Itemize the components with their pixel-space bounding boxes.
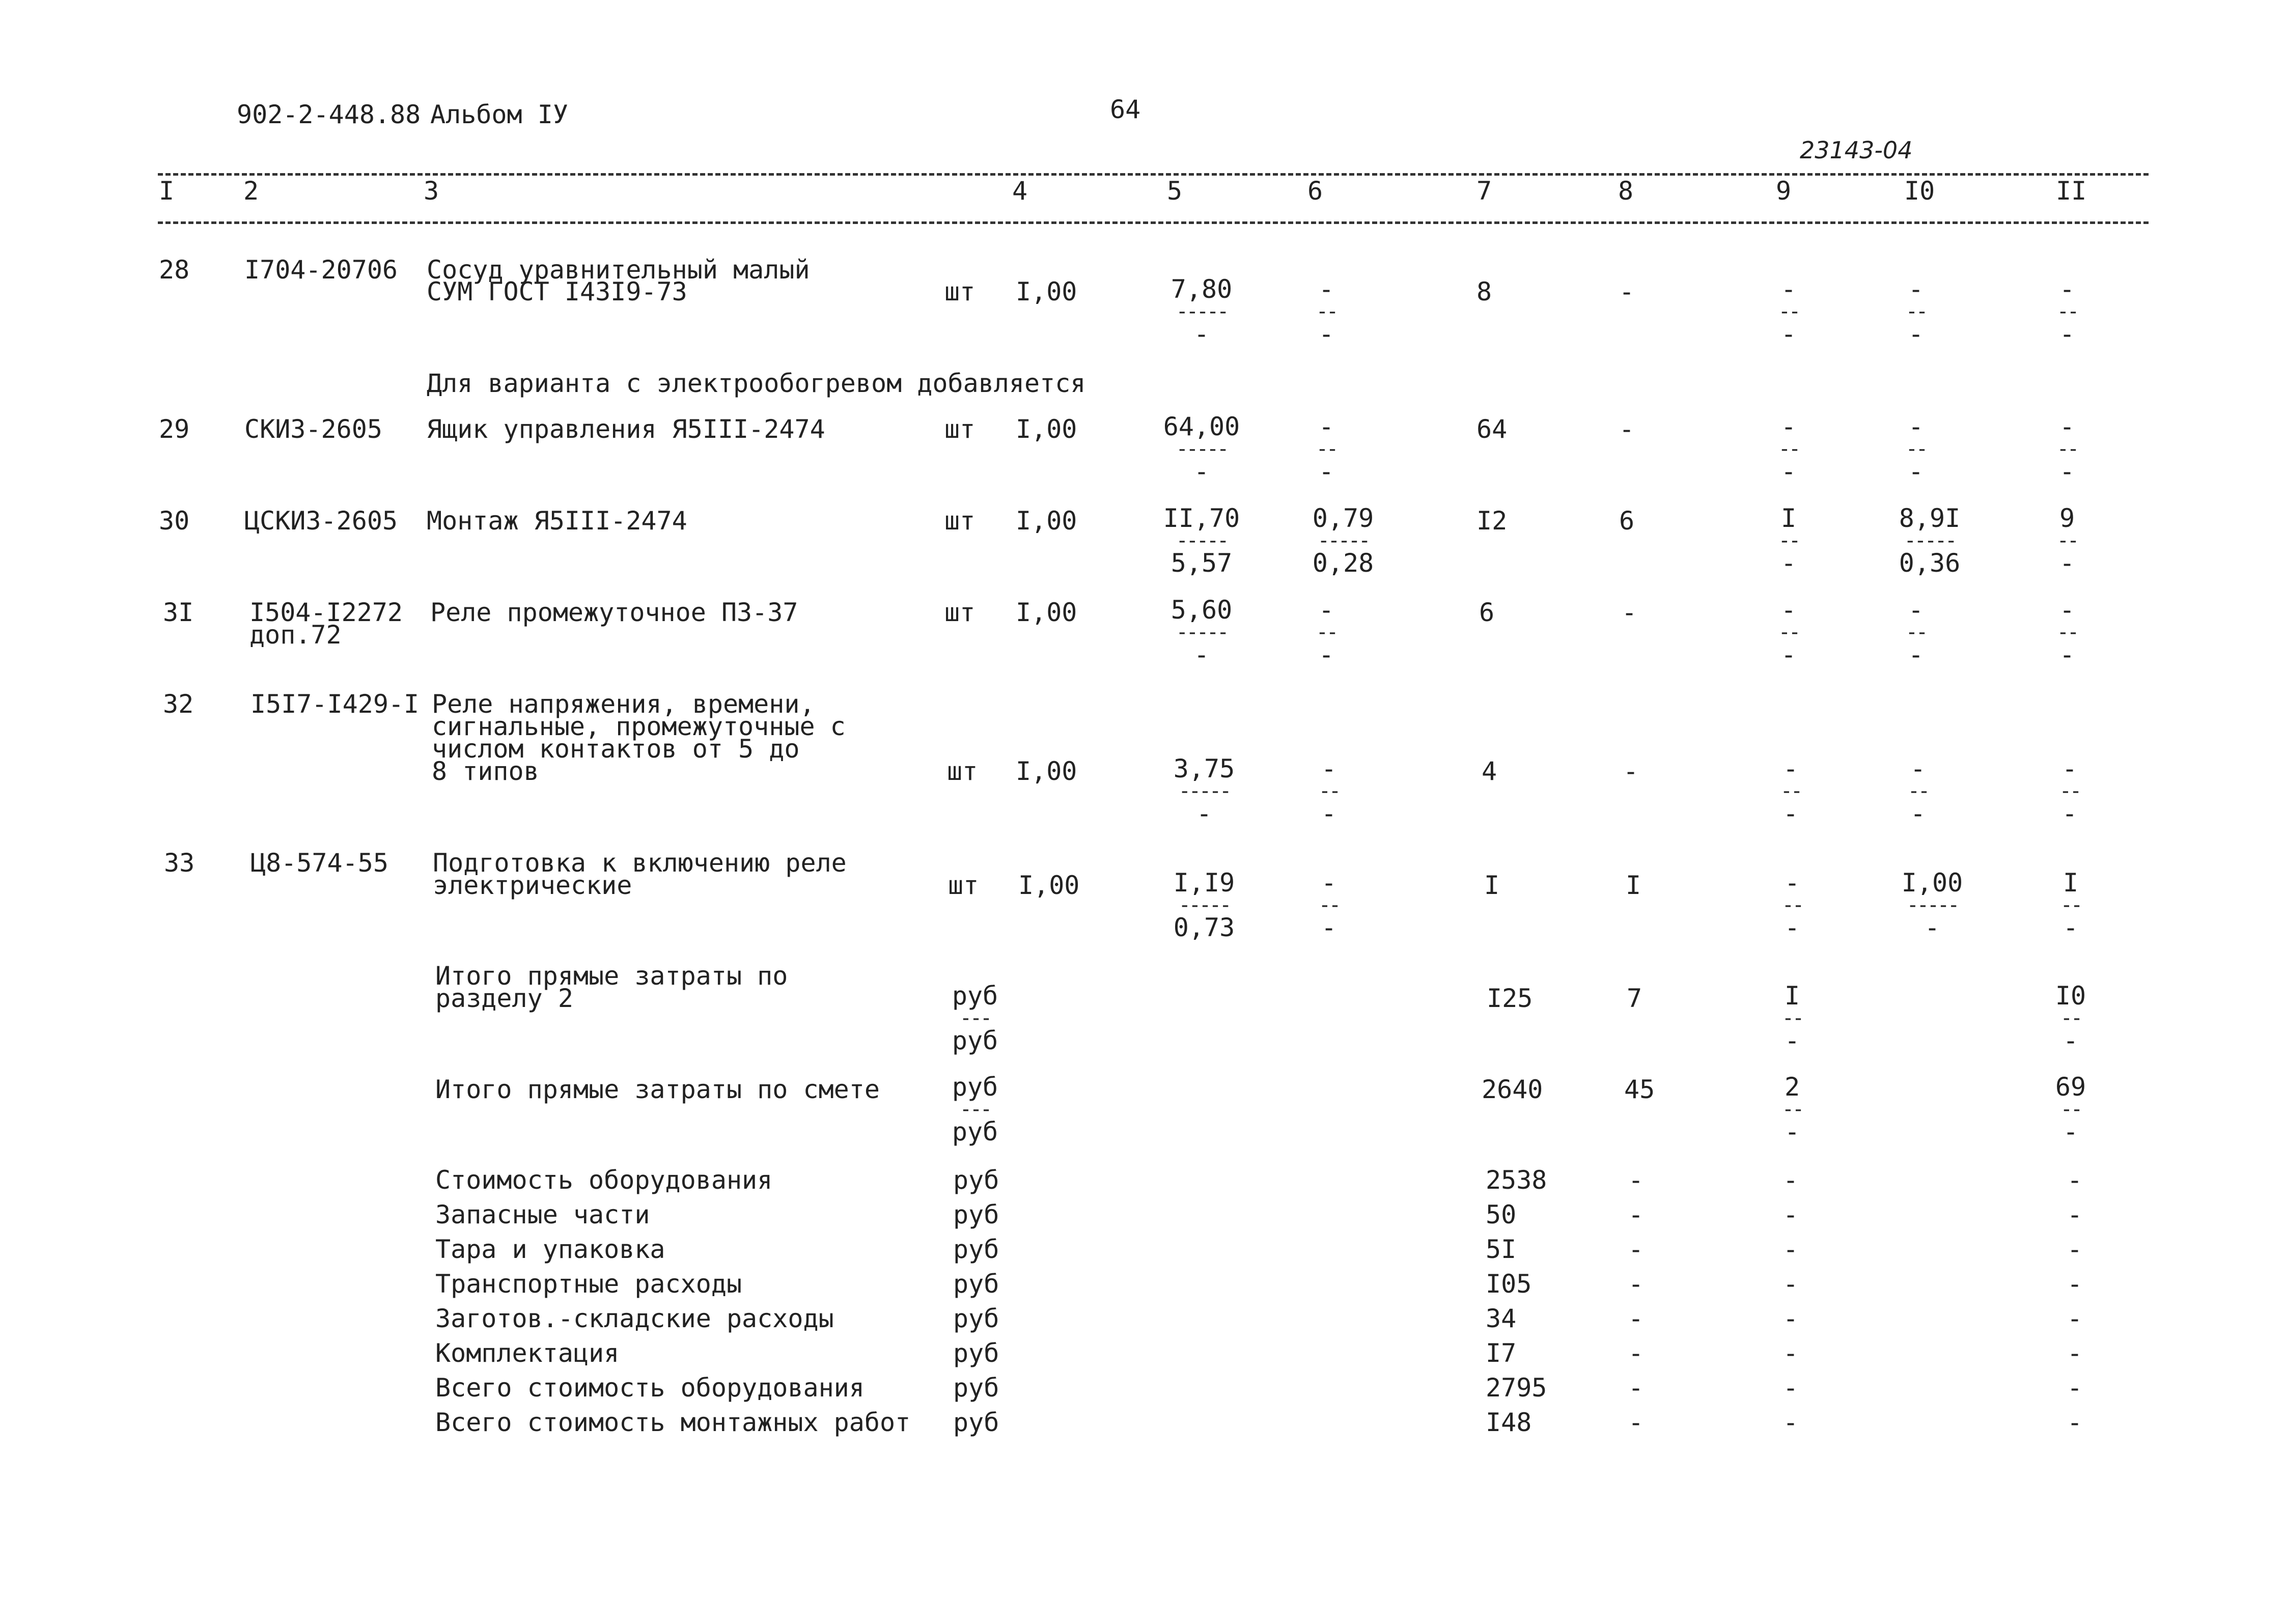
col11-value: - [2067,1269,2083,1299]
col9-value: I -- - [1778,503,1799,578]
col9-value: - -- - [1778,595,1799,669]
col10-value: I,00 ----- - [1901,868,1963,942]
row-number: 32 [163,689,194,719]
column-number: 5 [1167,176,1183,206]
col11-value: - -- - [2056,412,2078,486]
col6-value: - -- - [1316,412,1337,486]
summary-label: Запасные части [435,1200,650,1229]
total-unit: руб --- руб [952,1072,998,1146]
col8-value: - [1622,598,1637,627]
col9-value: - [1783,1373,1799,1403]
variant-note: Для варианта с электрообогревом добавляется [427,369,1086,398]
summary-unit: руб [953,1338,999,1368]
col11-value: - [2067,1338,2083,1368]
item-name: СУМ ГОСТ I43I9-73 [427,277,687,306]
unit: шт [944,277,976,306]
summary-label: Всего стоимость монтажных работ [435,1408,911,1437]
column-number: 2 [243,176,259,206]
col7-value: I48 [1486,1408,1532,1437]
item-code: Ц8-574-55 [250,848,388,878]
col9-value: 2 -- - [1781,1072,1803,1146]
col10-value: - -- - [1905,595,1927,669]
col8-value: - [1619,414,1635,444]
col9-value: - -- - [1778,274,1799,349]
unit: шт [944,598,976,627]
col9-value: - [1783,1200,1799,1229]
item-name: Ящик управления Я5III-2474 [427,414,825,444]
col8-value: 45 [1624,1075,1655,1104]
col7-value: I7 [1486,1338,1517,1368]
item-name: Подготовка к включению реле [433,848,847,878]
col7-value: 34 [1486,1304,1517,1333]
col9-value: - [1783,1338,1799,1368]
item-name: Сосуд уравнительный малый [427,255,810,285]
col10-value: - -- - [1907,754,1929,828]
column-number: 3 [424,176,439,206]
summary-unit: руб [953,1165,999,1195]
col8-value: 7 [1627,984,1642,1013]
summary-unit: руб [953,1200,999,1229]
col9-value: - [1783,1165,1799,1195]
summary-label: Заготов.-складские расходы [435,1304,834,1333]
unit: шт [944,414,976,444]
col8-value: - [1628,1200,1644,1229]
col10-value: - -- - [1905,412,1927,486]
total-label: Итого прямые затраты по [435,961,788,991]
header-rule-bottom [158,221,2149,224]
col11-value: - [2067,1304,2083,1333]
column-number: 8 [1618,176,1634,206]
col8-value: I [1626,871,1641,900]
document-code: 902-2-448.88 [237,100,421,129]
column-number: I0 [1904,176,1935,206]
album-label: Альбом IУ [430,100,568,129]
col10-value: - -- - [1905,274,1927,349]
item-name: Реле промежуточное П3-37 [430,598,798,627]
quantity: I,00 [1016,277,1077,306]
column-number: 4 [1012,176,1028,206]
col9-value: - -- - [1780,754,1801,828]
col8-value: - [1628,1304,1644,1333]
item-code: I5I7-I429-I [250,689,420,719]
col8-value: 6 [1619,506,1635,536]
col6-value: - -- - [1316,274,1337,349]
total-unit: руб --- руб [952,981,998,1055]
col7-value: 2538 [1486,1165,1547,1195]
quantity: I,00 [1016,598,1077,627]
row-number: 3I [163,598,194,627]
col11-value: - [2067,1200,2083,1229]
quantity: I,00 [1016,757,1077,786]
col6-value: - -- - [1318,754,1340,828]
col5-value: 64,00 ----- - [1163,412,1240,486]
item-name: Реле напряжения, времени, [432,689,815,719]
column-number: II [2056,176,2087,206]
column-number: I [159,176,175,206]
total-label: Итого прямые затраты по смете [435,1075,880,1104]
unit: шт [944,506,976,536]
item-code-note: доп.72 [249,620,342,650]
summary-unit: руб [953,1373,999,1403]
summary-unit: руб [953,1269,999,1299]
item-name: Монтаж Я5III-2474 [427,506,687,536]
item-code: I504-I2272 [249,598,403,627]
summary-label: Тара и упаковка [435,1235,665,1264]
col8-value: - [1628,1373,1644,1403]
col11-value: I -- - [2060,868,2081,942]
col6-value: 0,79 ----- 0,28 [1312,503,1374,578]
col9-value: - [1783,1304,1799,1333]
item-name: числом контактов от 5 до [432,734,800,764]
summary-label: Транспортные расходы [435,1269,742,1299]
item-name: 8 типов [432,757,539,786]
col7-value: I [1484,871,1500,900]
col5-value: 3,75 ----- - [1173,754,1235,828]
row-number: 28 [159,255,190,285]
row-number: 30 [159,506,190,536]
col8-value: - [1619,277,1635,306]
item-code: ЦСКИ3-2605 [244,506,398,536]
item-code: I704-20706 [244,255,398,285]
unit: шт [948,871,979,900]
col7-value: 50 [1486,1200,1517,1229]
col7-value: 6 [1479,598,1495,627]
row-number: 29 [159,414,190,444]
summary-unit: руб [953,1235,999,1264]
col5-value: I,I9 ----- 0,73 [1173,868,1235,942]
col8-value: - [1628,1235,1644,1264]
col5-value: 7,80 ----- - [1171,274,1233,349]
col9-value: - [1783,1235,1799,1264]
header-rule-top [158,173,2149,176]
col6-value: - -- - [1316,595,1337,669]
col9-value: - [1783,1269,1799,1299]
col7-value: 4 [1482,757,1497,786]
col7-value: 2795 [1486,1373,1547,1403]
col5-value: 5,60 ----- - [1171,595,1233,669]
col11-value: I0 -- - [2055,981,2086,1055]
summary-label: Стоимость оборудования [435,1165,773,1195]
quantity: I,00 [1016,414,1077,444]
col11-value: - [2067,1165,2083,1195]
col11-value: - -- - [2056,595,2078,669]
col5-value: II,70 ----- 5,57 [1163,503,1240,578]
col9-value: - -- - [1778,412,1799,486]
item-name: сигнальные, промежуточные с [432,712,846,741]
col7-value: I25 [1487,984,1533,1013]
unit: шт [947,757,978,786]
col9-value: - -- - [1781,868,1803,942]
col9-value: I -- - [1781,981,1803,1055]
row-number: 33 [164,848,195,878]
col7-value: 8 [1476,277,1492,306]
quantity: I,00 [1016,506,1077,536]
col11-value: 9 -- - [2056,503,2078,578]
item-name: электрические [433,871,632,900]
col10-value: 8,9I ----- 0,36 [1899,503,1961,578]
handwritten-stamp: 23143-04 [1800,136,1913,164]
summary-unit: руб [953,1408,999,1437]
col11-value: - [2067,1235,2083,1264]
quantity: I,00 [1018,871,1080,900]
col11-value: - [2067,1408,2083,1437]
item-code: СКИ3-2605 [244,414,382,444]
col8-value: - [1628,1269,1644,1299]
col8-value: - [1628,1408,1644,1437]
total-label: разделу 2 [435,984,573,1013]
col9-value: - [1783,1408,1799,1437]
summary-unit: руб [953,1304,999,1333]
col7-value: 2640 [1482,1075,1543,1104]
column-number: 7 [1476,176,1492,206]
col11-value: - -- - [2059,754,2080,828]
col7-value: 64 [1476,414,1508,444]
col7-value: 5I [1486,1235,1517,1264]
col11-value: 69 -- - [2055,1072,2086,1146]
summary-label: Комплектация [435,1338,620,1368]
col11-value: - -- - [2056,274,2078,349]
summary-label: Всего стоимость оборудования [435,1373,865,1403]
col11-value: - [2067,1373,2083,1403]
col7-value: I2 [1476,506,1508,536]
col7-value: I05 [1486,1269,1532,1299]
col8-value: - [1623,757,1639,786]
col8-value: - [1628,1338,1644,1368]
col6-value: - -- - [1318,868,1340,942]
column-number: 6 [1307,176,1323,206]
page-number: 64 [1110,95,1141,124]
column-number: 9 [1776,176,1792,206]
col8-value: - [1628,1165,1644,1195]
